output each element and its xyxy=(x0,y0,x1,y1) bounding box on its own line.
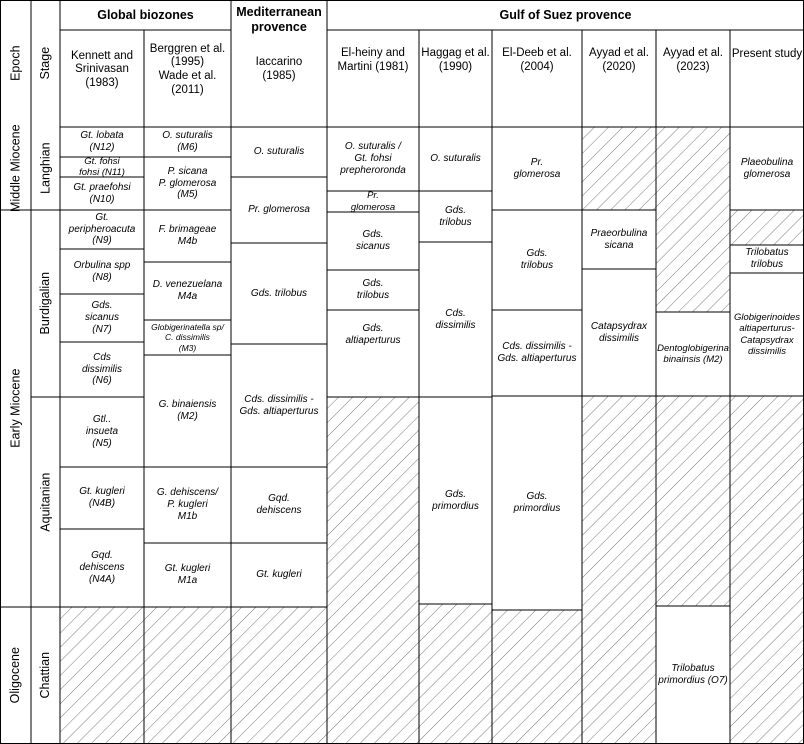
hatch-berggren-chattian xyxy=(144,607,231,744)
hatch-haggag-chattian xyxy=(419,604,492,744)
stage-burdigalian: Burdigalian xyxy=(38,272,53,335)
author-ayyad2023: Ayyad et al. (2023) xyxy=(663,47,723,73)
iaccarino-zone-5: Gqd. dehiscens xyxy=(256,493,302,516)
iaccarino-zone-6: Gt. kugleri xyxy=(256,569,302,581)
header-global-biozones: Global biozones xyxy=(97,7,194,22)
epoch-oligocene: Oligocene xyxy=(8,647,23,704)
zone-n7: Gds. sicanus (N7) xyxy=(85,300,119,335)
epoch-middle-miocene: Middle Miocene xyxy=(8,124,23,213)
present-zone-1: Plaeobulina glomerosa xyxy=(740,156,794,180)
ayyad2020-zone-1: Praeorbulina sicana xyxy=(590,227,648,251)
stage-aquitanian: Aquitanian xyxy=(38,472,53,532)
stage-langhian: Langhian xyxy=(38,142,53,195)
eldeeb-zone-3: Cds. dissimilis - Gds. altiaperturus xyxy=(497,341,577,364)
eldeeb-zone-2: Gds. trilobus xyxy=(520,248,554,271)
author-ayyad2020: Ayyad et al. (2020) xyxy=(589,47,649,73)
haggag-zone-2: Gds. trilobus xyxy=(439,204,472,228)
elheiny-zone-3: Gds. sicanus xyxy=(356,229,390,252)
elheiny-zone-4: Gds. trilobus xyxy=(356,278,390,301)
hatch-iaccarino-chattian xyxy=(231,607,327,744)
elheiny-zone-5: Gds. altiaperturus xyxy=(345,323,401,346)
hatch-ayyad2020-langhian xyxy=(582,127,656,210)
haggag-zone-3: Cds. dissimilis xyxy=(435,307,476,331)
author-iaccarino: Iaccarino (1985) xyxy=(255,56,303,82)
elheiny-zone-1: O. suturalis / Gt. fohsi prepheroronda xyxy=(340,141,406,176)
zone-m3: Globigerinatella sp/ C. dissimilis (M3) xyxy=(151,322,224,353)
stage-chattian: Chattian xyxy=(38,652,53,699)
haggag-zone-4: Gds. primordius xyxy=(432,488,479,512)
ayyad2023-zone-1: Dentoglobigerina binainsis (M2) xyxy=(657,342,729,365)
hatch-kennett-chattian xyxy=(60,607,144,744)
zone-n6: Cds dissimilis (N6) xyxy=(82,351,122,387)
header-mediterranean: Mediterranean provence xyxy=(236,5,322,34)
hatch-ayyad2020-lower xyxy=(582,396,656,744)
header-gulf-of-suez: Gulf of Suez provence xyxy=(499,7,632,22)
hatch-elheiny-lower xyxy=(327,397,419,744)
iaccarino-zone-3: Gds. trilobus xyxy=(250,287,308,299)
label-epoch: Epoch xyxy=(8,45,23,82)
ayyad2020-zone-2: Catapsydrax dissimilis xyxy=(590,320,648,344)
eldeeb-zone-1: Pr. glomerosa xyxy=(513,156,561,180)
ayyad2023-zone-2: Trilobatus primordius (O7) xyxy=(658,663,728,686)
zone-n5: Gtl.. insueta (N5) xyxy=(85,414,119,449)
zone-n10: Gt. praefohsi (N10) xyxy=(73,181,131,205)
author-berggren: Berggren et al. (1995) Wade et al. (2011) xyxy=(149,42,226,96)
present-zone-3: Globigerinoides altiaperturus- Catapsydrax dissimilis xyxy=(733,312,800,357)
author-haggag: Haggag et al. (1990) xyxy=(421,47,490,73)
zone-m4a: D. venezuelana M4a xyxy=(152,279,223,302)
elheiny-zone-2: Pr. glomerosa xyxy=(350,190,396,213)
zone-m1a: Gt. kugleri M1a xyxy=(164,563,211,586)
zone-n4b: Gt. kugleri (N4B) xyxy=(79,486,125,509)
epoch-early-miocene: Early Miocene xyxy=(8,368,23,449)
zone-m6: O. suturalis (M6) xyxy=(162,130,213,153)
present-zone-2: Trilobatus trilobus xyxy=(745,247,789,270)
haggag-zone-1: O. suturalis xyxy=(430,153,481,165)
zone-m2: G. binaiensis (M2) xyxy=(158,399,217,422)
iaccarino-zone-2: Pr. glomerosa xyxy=(248,204,310,216)
iaccarino-zone-1: O. suturalis xyxy=(253,146,305,158)
iaccarino-zone-4: Cds. dissimilis - Gds. altiaperturus xyxy=(239,393,319,417)
author-eldeeb: El-Deeb et al. (2004) xyxy=(502,47,572,73)
eldeeb-zone-4: Gds. primordius xyxy=(513,491,561,514)
hatch-present-burdigalian xyxy=(730,210,804,245)
author-kennett: Kennett and Srinivasan (1983) xyxy=(70,49,134,89)
zone-n9: Gt. peripheroacuta (N9) xyxy=(68,211,136,247)
zone-n12: Gt. lobata (N12) xyxy=(80,130,124,153)
hatch-ayyad2023-aquitanian xyxy=(656,396,730,606)
label-stage: Stage xyxy=(38,47,53,80)
zone-m1b: G. dehiscens/ P. kugleri M1b xyxy=(156,487,219,522)
author-elheiny: El-heiny and Martini (1981) xyxy=(337,47,409,73)
hatch-ayyad2023-upper xyxy=(656,127,730,312)
zone-m5: P. sicana P. glomerosa (M5) xyxy=(158,165,217,201)
zone-n4a: Gqd. dehiscens (N4A) xyxy=(79,550,125,585)
hatch-eldeeb-chattian xyxy=(492,610,582,744)
zone-n8: Orbulina spp (N8) xyxy=(73,259,131,283)
hatch-present-lower xyxy=(730,396,804,744)
author-present-study: Present study xyxy=(731,48,803,61)
zone-m4b: F. brimageae M4b xyxy=(158,224,217,247)
zone-n11: Gt. fohsi fohsi (N11) xyxy=(79,155,125,178)
